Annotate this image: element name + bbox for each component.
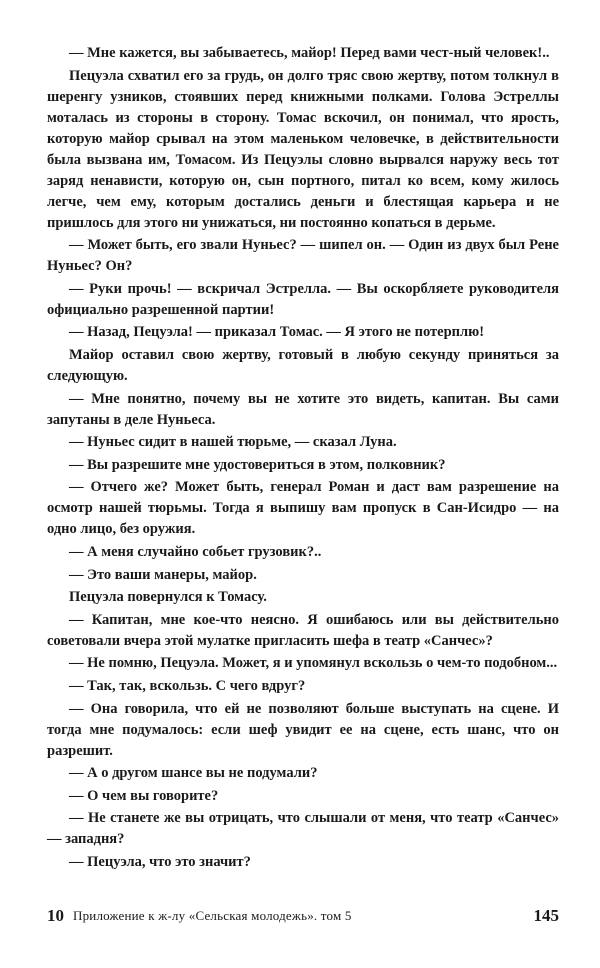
paragraph: — Может быть, его звали Нуньес? — шипел он. — Один из двух был Рене Нуньес? Он? bbox=[47, 237, 559, 275]
paragraph: — Капитан, мне кое-что неясно. Я ошибаюсь или вы действительно советовали вчера этой мулатке пригласить шефа в театр «Санчес»? bbox=[47, 611, 559, 649]
paragraph: — Назад, Пецуэла! — приказал Томас. — Я этого не потерплю! bbox=[69, 324, 485, 341]
paragraph: — Не станете же вы отрицать, что слышали от меня, что театр «Санчес» — западня? bbox=[47, 810, 559, 848]
page-body bbox=[47, 43, 559, 874]
paragraph: — Мне кажется, вы забываетесь, майор! Перед вами чест-ный человек!.. bbox=[69, 45, 550, 61]
paragraph: — Это ваши манеры, майор. bbox=[69, 566, 257, 583]
paragraph: — Руки прочь! — вскричал Эстрелла. — Вы оскорбляете руководителя официально разрешенной партии! bbox=[47, 280, 559, 318]
page-number: 145 bbox=[533, 906, 559, 925]
paragraph: Пецуэла повернулся к Томасу. bbox=[69, 589, 267, 606]
signature-text: Приложение к ж-лу «Сельская молодежь». том 5 bbox=[73, 908, 352, 923]
paragraph: — Отчего же? Может быть, генерал Роман и даст вам разрешение на осмотр нашей тюрьмы. Тогда я выпишу вам пропуск в Сан-Исидро — на одно лицо, без оружия. bbox=[47, 479, 559, 538]
paragraph: — А меня случайно собьет грузовик?.. bbox=[69, 543, 322, 560]
paragraph: — Так, так, вскользь. С чего вдруг? bbox=[69, 677, 306, 694]
paragraph: — Вы разрешите мне удостовериться в этом, полковник? bbox=[69, 456, 446, 473]
paragraph: — Пецуэла, что это значит? bbox=[69, 853, 251, 870]
paragraph: — О чем вы говорите? bbox=[69, 787, 219, 804]
signature-number: 10 bbox=[47, 906, 64, 925]
paragraph: Пецуэла схватил его за грудь, он долго тряс свою жертву, потом толкнул в шеренгу узников, стоявших перед книжными полками. Голова Эстреллы моталась из стороны в сторону. Томас вскочил, он понимал, что ярость, которую майор срывал на этом маленьком человечке, в действительности была вызвана им, Томасом. Из Пецуэлы словно вырвался наружу весь тот заряд ненависти, которую он, сын портного, питал ко всем, кому жилось легче, чем ему, которым достались деньги и блестящая карьера и не пришлось для этого ни унижаться, ни постоянно копаться в дерьме. bbox=[47, 67, 559, 231]
paragraph: — Нуньес сидит в нашей тюрьме, — сказал Луна. bbox=[69, 434, 397, 451]
paragraph: Майор оставил свою жертву, готовый в любую секунду приняться за следующую. bbox=[47, 346, 559, 384]
paragraph: — Мне понятно, почему вы не хотите это видеть, капитан. Вы сами запутаны в деле Нуньеса. bbox=[47, 390, 559, 428]
page-footer bbox=[47, 906, 559, 930]
paragraph: — Она говорила, что ей не позволяют больше выступать на сцене. И тогда мне подумалось: если шеф увидит ее на сцене, есть шанс, что он разрешит. bbox=[47, 700, 559, 759]
paragraph: — А о другом шансе вы не подумали? bbox=[69, 765, 318, 782]
paragraph: — Не помню, Пецуэла. Может, я и упомянул вскользь о чем-то подобном... bbox=[69, 655, 558, 672]
